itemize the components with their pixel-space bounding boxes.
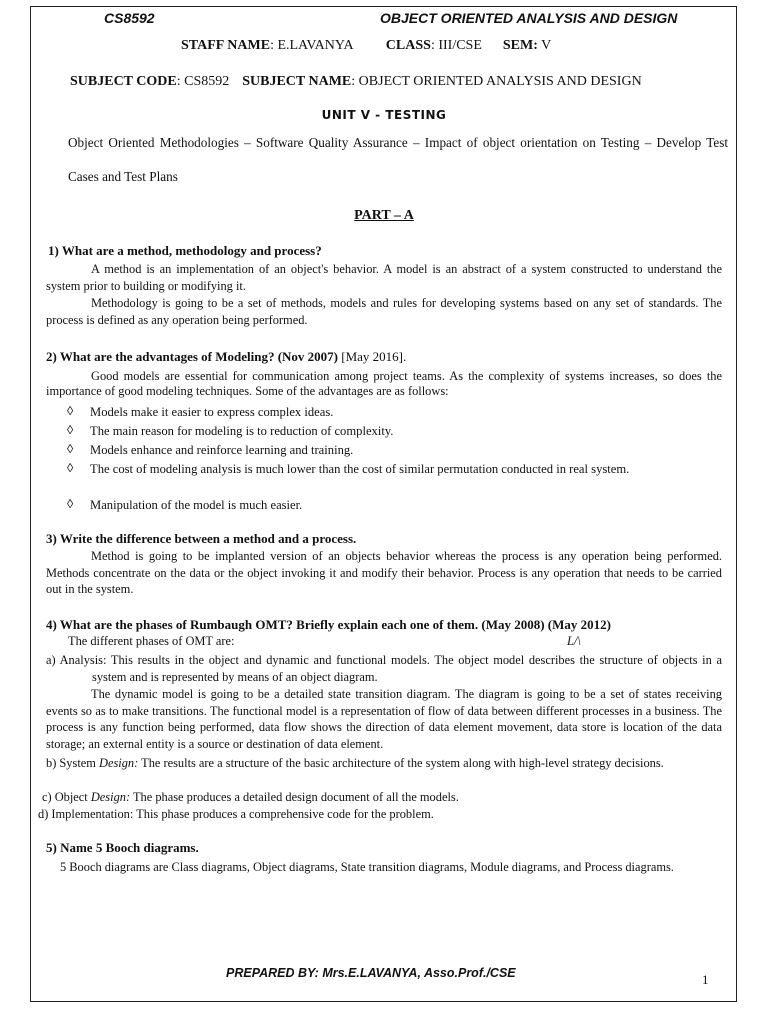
unit-title: UNIT V - TESTING xyxy=(321,108,447,122)
phase-analysis-para-2: The dynamic model is going to be a detailed state transition diagram. The diagram is going to be a set of states receiving events so as to make transitions. The functional model is a representation of flow of data between different processes in a business. The process is any function being performed, data flow shows the direction of data element movement, data store is location of the data storage; an external entity is a source or destination of data element. xyxy=(46,687,722,751)
subject-code-label: SUBJECT CODE xyxy=(70,74,177,89)
sem-value: V xyxy=(541,38,552,53)
phase-object-design xyxy=(42,790,459,805)
phase-system-design-italic: Design: xyxy=(99,756,139,770)
list-item: Models enhance and reinforce learning and training. xyxy=(90,443,354,457)
bullet-glyph: ◊ xyxy=(67,442,74,456)
phase-object-design-italic: Design: xyxy=(90,790,131,804)
phase-object-design-label: c) Object xyxy=(42,790,91,804)
question-1-title: 1) What are a method, methodology and process? xyxy=(48,243,322,258)
question-3-title: 3) Write the difference between a method and a process. xyxy=(46,531,357,546)
staff-value: E.LAVANYA xyxy=(277,38,353,53)
phase-system-design-text: The results are a structure of the basic architecture of the system along with high-level strategy decisions. xyxy=(138,756,664,770)
subject-name-label: SUBJECT NAME xyxy=(242,74,352,89)
phase-analysis-text: This results in the object and dynamic and functional models. The object model describes the structure of objects in a system and is represented by means of an object diagram. xyxy=(92,653,722,684)
bullet-glyph: ◊ xyxy=(67,497,74,511)
list-item: Models make it easier to express complex ideas. xyxy=(90,405,334,419)
part-title: PART – A xyxy=(354,208,414,223)
question-2-tag: [May 2016]. xyxy=(341,349,407,364)
subject-code-value: CS8592 xyxy=(184,74,230,89)
list-item: The main reason for modeling is to reduction of complexity. xyxy=(90,424,394,438)
question-1-para-2: Methodology is going to be a set of methods, models and rules for developing systems based on any set of standards. The process is defined as any operation being performed. xyxy=(46,296,722,327)
staff-row: STAFF NAME: E.LAVANYA CLASS: III/CSE SEM: V xyxy=(181,38,552,53)
subject-row: SUBJECT CODE: CS8592 SUBJECT NAME: OBJECT ORIENTED ANALYSIS AND DESIGN xyxy=(70,74,642,89)
margin-mark: L/\ xyxy=(567,634,581,648)
phase-analysis xyxy=(46,652,722,685)
question-1-para-1: A method is an implementation of an object's behavior. A model is an abstract of a system constructed to understand the system prior to building or modifying it. xyxy=(46,262,722,293)
phase-system-design xyxy=(46,755,722,772)
course-title: OBJECT ORIENTED ANALYSIS AND DESIGN xyxy=(380,10,678,26)
question-2-title xyxy=(46,349,406,365)
list-item: Manipulation of the model is much easier. xyxy=(90,498,303,512)
question-4-title: 4) What are the phases of Rumbaugh OMT? Briefly explain each one of them. (May 2008) (May 2012) xyxy=(46,617,611,632)
staff-label: STAFF NAME xyxy=(181,38,271,53)
phase-system-design-label: b) System xyxy=(46,756,100,770)
page-number: 1 xyxy=(702,972,709,987)
bullet-glyph: ◊ xyxy=(67,404,74,418)
course-code: CS8592 xyxy=(104,10,155,26)
unit-topics: Object Oriented Methodologies – Software Quality Assurance – Impact of object orientation on Testing – Develop Test Cases and Test Plans xyxy=(68,135,728,184)
sem-label: SEM: xyxy=(502,38,538,53)
question-5-title: 5) Name 5 Booch diagrams. xyxy=(46,840,199,855)
class-value: III/CSE xyxy=(438,38,482,53)
class-label: CLASS xyxy=(385,38,431,53)
prepared-by: PREPARED BY: Mrs.E.LAVANYA, Asso.Prof./CSE xyxy=(226,966,516,980)
question-3-para: Method is going to be implanted version of an objects behavior whereas the process is any operation being performed. Methods concentrate on the data or the object invoking it and modify their behavior. Process is any operation that needs to be carried out in the system. xyxy=(46,549,722,596)
list-item: The cost of modeling analysis is much lower than the cost of similar permutation conducted in real system. xyxy=(90,462,630,476)
question-2-intro: Good models are essential for communication among project teams. As the complexity of systems increases, so does the importance of good modeling techniques. Some of the advantages are as follows: xyxy=(46,369,722,398)
bullet-glyph: ◊ xyxy=(67,461,74,475)
question-5-para: 5 Booch diagrams are Class diagrams, Object diagrams, State transition diagrams, Module diagrams, and Process diagrams. xyxy=(60,860,674,874)
question-2-title-text: 2) What are the advantages of Modeling? (Nov 2007) xyxy=(46,349,339,364)
phase-object-design-text: The phase produces a detailed design document of all the models. xyxy=(130,790,459,804)
bullet-glyph: ◊ xyxy=(67,423,74,437)
subject-name-value: OBJECT ORIENTED ANALYSIS AND DESIGN xyxy=(358,74,642,89)
question-4-intro: The different phases of OMT are: xyxy=(68,634,235,648)
phase-analysis-label: a) Analysis: xyxy=(46,653,107,667)
phase-implementation: d) Implementation: This phase produces a comprehensive code for the problem. xyxy=(38,807,434,821)
